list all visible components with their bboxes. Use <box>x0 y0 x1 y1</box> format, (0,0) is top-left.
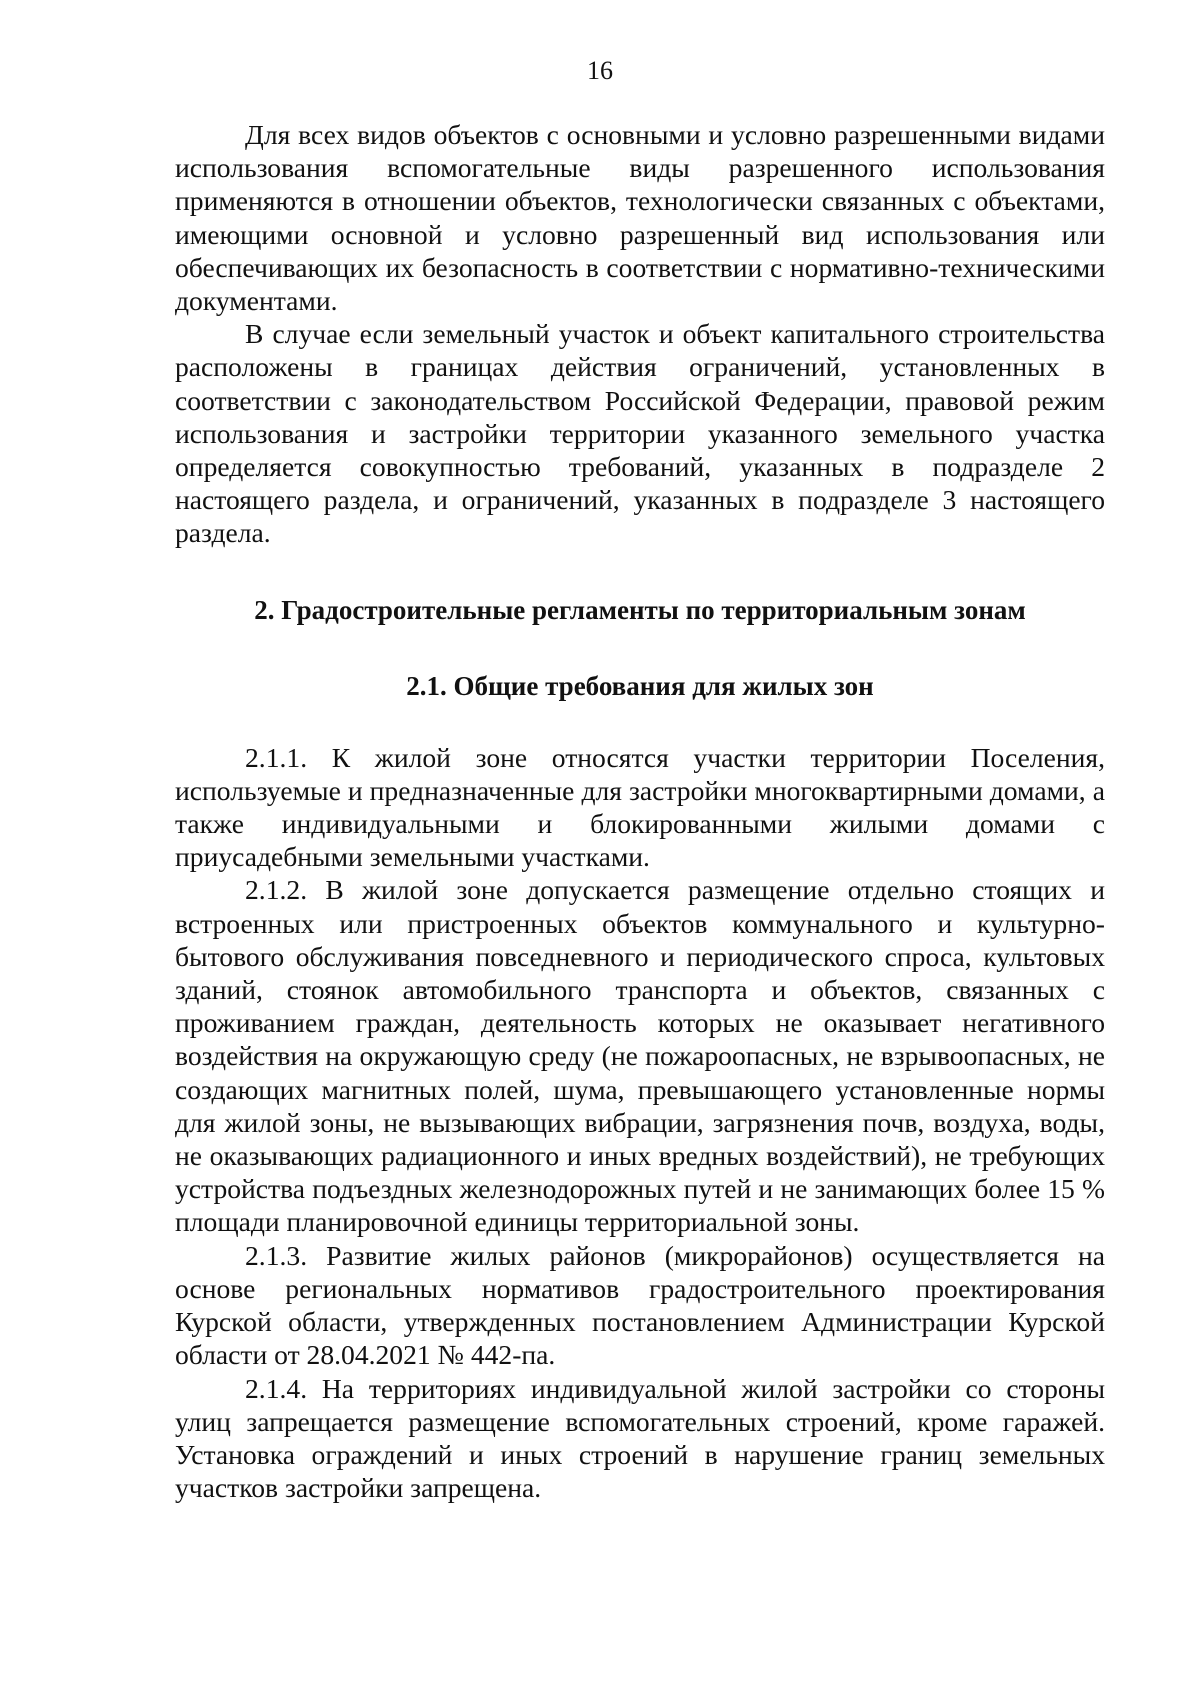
page-number: 16 <box>587 56 613 85</box>
clause-2-1-1: 2.1.1. К жилой зоне относятся участки территории Поселения, используемые и предназначенные для застройки многоквартирными домами, а также индивидуальными и блокированными жилыми домами с приусадебными земельными участками. <box>175 741 1105 873</box>
clause-2-1-3: 2.1.3. Развитие жилых районов (микрорайонов) осуществляется на основе региональных нормативов градостроительного проектирования Курской области, утвержденных постановлением Администрации Курской области от 28.04.2021 № 442-па. <box>175 1239 1105 1371</box>
paragraph-auxiliary-uses: Для всех видов объектов с основными и условно разрешенными видами использования вспомогательные виды разрешенного использования применяются в отношении объектов, технологически связанных с объектами, имеющими основной и условно разрешенный вид использования или обеспечивающих их безопасность в соответствии с нормативно-техническими документами. <box>175 119 1105 317</box>
document-body <box>175 118 1105 1504</box>
clause-2-1-2: 2.1.2. В жилой зоне допускается размещение отдельно стоящих и встроенных или пристроенных объектов коммунального и культурно-бытового обслуживания повседневного и периодического спроса, культовых зданий, стоянок автомобильного транспорта и объектов, связанных с проживанием граждан, деятельность которых не оказывает негативного воздействия на окружающую среду (не пожароопасных, не взрывоопасных, не создающих магнитных полей, шума, превышающего установленные нормы для жилой зоны, не вызывающих вибрации, загрязнения почв, воздуха, воды, не оказывающих радиационного и иных вредных воздействий), не требующих устройства подъездных железнодорожных путей и не занимающих более 15 % площади планировочной единицы территориальной зоны. <box>175 874 1105 1238</box>
section-heading: 2. Градостроительные регламенты по территориальным зонам <box>254 594 1026 625</box>
subsection-heading: 2.1. Общие требования для жилых зон <box>406 670 874 701</box>
clause-2-1-4: 2.1.4. На территориях индивидуальной жилой застройки со стороны улиц запрещается размещение вспомогательных строений, кроме гаражей. Установка ограждений и иных строений в нарушение границ земельных участков застройки запрещена. <box>175 1372 1105 1504</box>
paragraph-restrictions: В случае если земельный участок и объект капитального строительства расположены в границах действия ограничений, установленных в соответствии с законодательством Российской Федерации, правовой режим использования и застройки территории указанного земельного участка определяется совокупностью требований, указанных в подразделе 2 настоящего раздела, и ограничений, указанных в подразделе 3 настоящего раздела. <box>175 318 1105 549</box>
